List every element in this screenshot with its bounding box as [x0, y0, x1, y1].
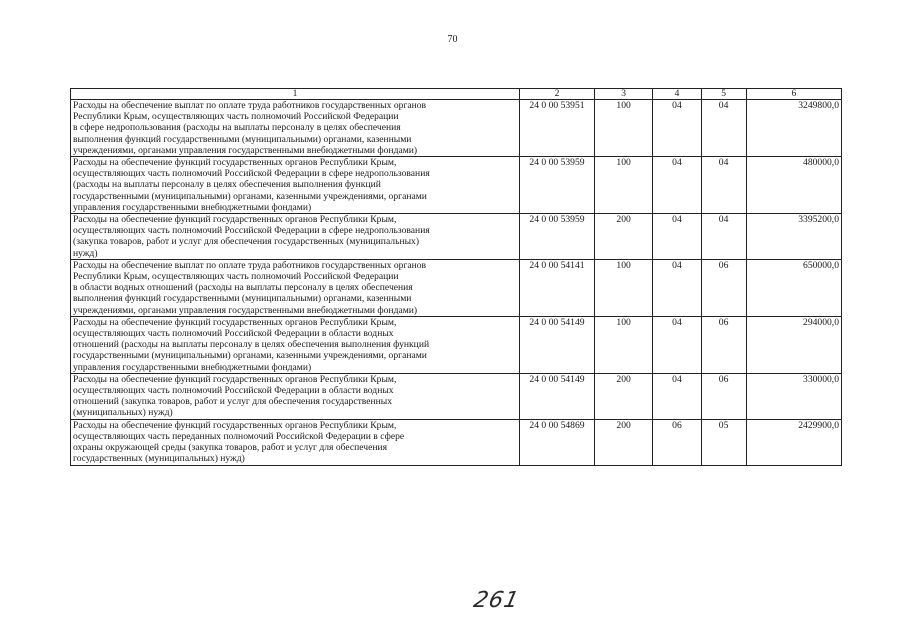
subsection-code: 04 — [701, 214, 746, 260]
column-header-1: 1 — [71, 89, 520, 100]
section-code: 04 — [653, 157, 701, 214]
description-line: государственных (муниципальных) нужд) — [73, 453, 245, 465]
amount: 294000,0 — [746, 316, 841, 373]
description-line: осуществляющих часть переданных полномочий Российской Федерации в сфере — [73, 430, 405, 442]
description-line: управления государственными внебюджетными фондами) — [73, 201, 312, 213]
description-line: (закупка товаров, работ и услуг для обеспечения государственных (муниципальных) — [73, 236, 420, 248]
description-line: (муниципальных) нужд) — [73, 407, 173, 419]
expense-description — [71, 100, 520, 157]
table-row — [71, 157, 842, 214]
target-article-code: 24 0 00 54141 — [520, 259, 595, 316]
column-header-3: 3 — [594, 89, 652, 100]
description-line: учреждениями, органами управления государственными внебюджетными фондами) — [73, 144, 418, 156]
expense-description — [71, 373, 520, 419]
column-header-2: 2 — [520, 89, 595, 100]
description-line: охраны окружающей среды (закупка товаров, работ и услуг для обеспечения — [73, 442, 388, 454]
page-number: 70 — [447, 34, 458, 45]
amount: 650000,0 — [746, 259, 841, 316]
expense-type: 200 — [594, 373, 652, 419]
description-line: Расходы на обеспечение выплат по оплате труда работников государственных органов — [73, 100, 427, 111]
description-line: государственными (муниципальными) органами, казенными учреждениями, органами — [73, 350, 427, 362]
subsection-code: 06 — [701, 373, 746, 419]
expense-type: 100 — [594, 100, 652, 157]
description-line: Республики Крым, осуществляющих часть полномочий Российской Федерации — [73, 111, 399, 123]
description-line: осуществляющих часть полномочий Российской Федерации в сфере недропользования — [73, 168, 430, 180]
expense-type: 100 — [594, 157, 652, 214]
section-code: 04 — [653, 373, 701, 419]
table-row — [71, 214, 842, 260]
expense-type: 200 — [594, 214, 652, 260]
description-line: в области водных отношений (расходы на выплаты персоналу в целях обеспечения — [73, 282, 413, 294]
description-line: Расходы на обеспечение функций государственных органов Республики Крым, — [73, 373, 397, 385]
table-body — [71, 100, 842, 466]
handwritten-page-number: 261 — [471, 588, 522, 613]
target-article-code: 24 0 00 54149 — [520, 373, 595, 419]
description-line: выполнения функций государственными (муниципальными) органами, казенными — [73, 133, 412, 145]
description-line: учреждениями, органами управления государственными внебюджетными фондами) — [73, 304, 418, 316]
description-line: государственными (муниципальными) органами, казенными учреждениями, органами — [73, 190, 427, 202]
expense-type: 100 — [594, 316, 652, 373]
expense-description — [71, 259, 520, 316]
target-article-code: 24 0 00 53951 — [520, 100, 595, 157]
subsection-code: 04 — [701, 157, 746, 214]
amount: 2429900,0 — [746, 419, 841, 465]
section-code: 06 — [653, 419, 701, 465]
description-line: выполнения функций государственными (муниципальными) органами, казенными — [73, 293, 412, 305]
description-line: Расходы на обеспечение функций государственных органов Республики Крым, — [73, 214, 397, 226]
amount: 3249800,0 — [746, 100, 841, 157]
target-article-code: 24 0 00 53959 — [520, 157, 595, 214]
expense-description — [71, 419, 520, 465]
description-line: нужд) — [73, 247, 98, 259]
section-code: 04 — [653, 259, 701, 316]
amount: 3395200,0 — [746, 214, 841, 260]
expense-description — [71, 157, 520, 214]
expense-type: 100 — [594, 259, 652, 316]
subsection-code: 05 — [701, 419, 746, 465]
description-line: отношений (закупка товаров, работ и услуг для обеспечения государственных — [73, 396, 393, 408]
description-line: Расходы на обеспечение функций государственных органов Республики Крым, — [73, 419, 397, 431]
table-row — [71, 316, 842, 373]
target-article-code: 24 0 00 54149 — [520, 316, 595, 373]
table-row — [71, 419, 842, 465]
expense-description — [71, 214, 520, 260]
target-article-code: 24 0 00 53959 — [520, 214, 595, 260]
column-header-4: 4 — [653, 89, 701, 100]
description-line: Расходы на обеспечение функций государственных органов Республики Крым, — [73, 157, 397, 169]
description-line: осуществляющих часть полномочий Российской Федерации в области водных — [73, 385, 394, 397]
section-code: 04 — [653, 316, 701, 373]
expense-description — [71, 316, 520, 373]
table-row — [71, 259, 842, 316]
column-header-6: 6 — [746, 89, 841, 100]
description-line: осуществляющих часть полномочий Российской Федерации в сфере недропользования — [73, 225, 430, 237]
subsection-code: 04 — [701, 100, 746, 157]
section-code: 04 — [653, 100, 701, 157]
header-row — [71, 89, 842, 100]
description-line: управления государственными внебюджетными фондами) — [73, 361, 312, 373]
column-header-5: 5 — [701, 89, 746, 100]
description-line: (расходы на выплаты персоналу в целях обеспечения выполнения функций — [73, 179, 381, 191]
expense-type: 200 — [594, 419, 652, 465]
amount: 330000,0 — [746, 373, 841, 419]
target-article-code: 24 0 00 54869 — [520, 419, 595, 465]
amount: 480000,0 — [746, 157, 841, 214]
description-line: Расходы на обеспечение выплат по оплате труда работников государственных органов — [73, 259, 427, 271]
description-line: Республики Крым, осуществляющих часть полномочий Российской Федерации — [73, 271, 399, 283]
description-line: осуществляющих часть полномочий Российской Федерации в области водных — [73, 328, 394, 340]
table-row — [71, 100, 842, 157]
budget-table — [70, 88, 842, 466]
subsection-code: 06 — [701, 316, 746, 373]
description-line: в сфере недропользования (расходы на выплаты персоналу в целях обеспечения — [73, 122, 401, 134]
description-line: отношений (расходы на выплаты персоналу в целях обеспечения выполнения функций — [73, 339, 430, 351]
subsection-code: 06 — [701, 259, 746, 316]
section-code: 04 — [653, 214, 701, 260]
table-row — [71, 373, 842, 419]
description-line: Расходы на обеспечение функций государственных органов Республики Крым, — [73, 316, 397, 328]
